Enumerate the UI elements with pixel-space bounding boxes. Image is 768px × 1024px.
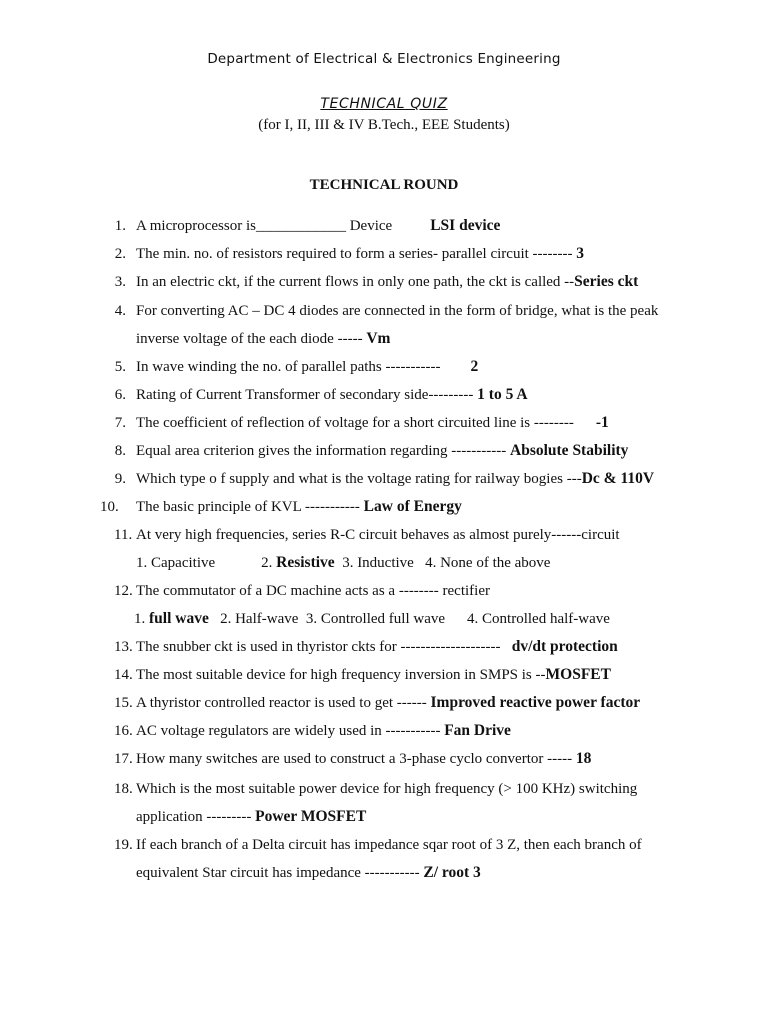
answer-text: Law of Energy	[363, 498, 462, 515]
option-2-answer: Resistive	[276, 554, 335, 571]
question-text: Which type o f supply and what is the voltage rating for railway bogies ---	[136, 471, 582, 487]
question-text: At very high frequencies, series R-C circuit behaves as almost purely------circuit	[136, 527, 620, 543]
question-text: How many switches are used to construct a 3-phase cyclo convertor -----	[136, 751, 576, 767]
question-text: Rating of Current Transformer of secondary side---------	[136, 387, 478, 403]
answer-text: 2	[470, 358, 479, 375]
question-text: The snubber ckt is used in thyristor ckts for --------------------	[136, 639, 505, 655]
answer-text: 1 to 5 A	[477, 386, 528, 403]
option-3: 3. Inductive	[342, 555, 414, 571]
question-item	[136, 666, 611, 684]
question-number: 15.	[114, 695, 133, 711]
question-item	[136, 722, 511, 740]
question-number: 4.	[114, 303, 126, 319]
answer-text: LSI device	[430, 217, 501, 234]
question-text: The basic principle of KVL -----------	[136, 499, 364, 515]
round-heading: TECHNICAL ROUND	[309, 177, 459, 193]
quiz-subtitle: (for I, II, III & IV B.Tech., EEE Students)	[258, 117, 510, 133]
question-text-continued: application ---------	[136, 809, 256, 825]
option-1: 1. Capacitive	[136, 555, 216, 571]
question-item	[136, 750, 591, 768]
option-1-answer: full wave	[149, 610, 209, 627]
question-number: 13.	[114, 639, 133, 655]
question-text: The min. no. of resistors required to form a series- parallel circuit --------	[136, 246, 577, 262]
option-1-number: 1.	[134, 611, 149, 627]
question-text: In an electric ckt, if the current flows in only one path, the ckt is called --	[136, 274, 575, 290]
question-text: Which is the most suitable power device for high frequency (> 100 KHz) switching	[136, 781, 638, 797]
question-number: 3.	[114, 274, 126, 290]
options-row	[136, 554, 550, 572]
answer-text: dv/dt protection	[511, 638, 618, 655]
question-item	[136, 358, 478, 376]
department-heading: Department of Electrical & Electronics Engineering	[207, 51, 561, 67]
question-item	[136, 245, 584, 263]
question-number: 5.	[114, 359, 126, 375]
answer-text: MOSFET	[545, 666, 611, 683]
question-number: 18.	[114, 781, 133, 797]
quiz-title: TECHNICAL QUIZ	[320, 96, 448, 112]
answer-text: -1	[595, 414, 609, 431]
question-item	[136, 273, 638, 291]
question-item	[136, 414, 609, 432]
answer-text: Z/ root 3	[423, 864, 481, 881]
question-text: For converting AC – DC 4 diodes are connected in the form of bridge, what is the peak	[136, 303, 659, 319]
answer-text: Absolute Stability	[510, 442, 629, 459]
question-item	[136, 470, 654, 488]
question-number: 2.	[114, 246, 126, 262]
question-text: A microprocessor is____________ Device	[136, 218, 393, 234]
question-text: A thyristor controlled reactor is used to get ------	[136, 695, 431, 711]
question-item	[136, 498, 462, 516]
question-item	[136, 442, 628, 460]
question-number: 9.	[114, 471, 126, 487]
question-item	[136, 638, 618, 656]
question-text: If each branch of a Delta circuit has impedance sqar root of 3 Z, then each branch of	[136, 837, 642, 853]
question-number: 14.	[114, 667, 133, 683]
question-number: 8.	[114, 443, 126, 459]
answer-text: 3	[576, 245, 584, 262]
question-text: The coefficient of reflection of voltage for a short circuited line is --------	[136, 415, 574, 431]
answer-text: Dc & 110V	[581, 470, 655, 487]
question-number: 10.	[100, 499, 119, 515]
answer-text: 18	[575, 750, 592, 767]
answer-text: Power MOSFET	[255, 808, 367, 825]
option-2: 2. Half-wave	[220, 611, 299, 627]
question-item	[136, 330, 390, 348]
question-text-continued: inverse voltage of the each diode -----	[136, 331, 367, 347]
answer-text: Series ckt	[574, 273, 639, 290]
question-item	[136, 808, 366, 826]
question-item	[136, 694, 640, 712]
question-text: In wave winding the no. of parallel paths -----------	[136, 359, 441, 375]
question-text: The commutator of a DC machine acts as a -------- rectifier	[136, 583, 490, 599]
question-number: 16.	[114, 723, 133, 739]
question-number: 17.	[114, 751, 133, 767]
question-text: AC voltage regulators are widely used in -----------	[136, 723, 445, 739]
option-4: 4. Controlled half-wave	[467, 611, 610, 627]
question-number: 7.	[114, 415, 126, 431]
question-item	[136, 386, 528, 404]
question-text-continued: equivalent Star circuit has impedance -----------	[136, 865, 424, 881]
question-text: The most suitable device for high frequency inversion in SMPS is --	[136, 667, 546, 683]
question-number: 6.	[114, 387, 126, 403]
question-number: 12.	[114, 583, 133, 599]
question-item	[136, 217, 500, 235]
options-row	[134, 610, 610, 628]
option-3: 3. Controlled full wave	[305, 611, 446, 627]
question-number: 19.	[114, 837, 133, 853]
answer-text: Fan Drive	[444, 722, 511, 739]
answer-text: Vm	[366, 330, 391, 347]
option-4: 4. None of the above	[425, 555, 551, 571]
question-text: Equal area criterion gives the information regarding -----------	[136, 443, 510, 459]
question-number: 1.	[114, 218, 126, 234]
option-2-number: 2.	[261, 555, 277, 571]
answer-text: Improved reactive power factor	[430, 694, 641, 711]
question-item	[136, 864, 481, 882]
question-number: 11.	[114, 527, 133, 543]
